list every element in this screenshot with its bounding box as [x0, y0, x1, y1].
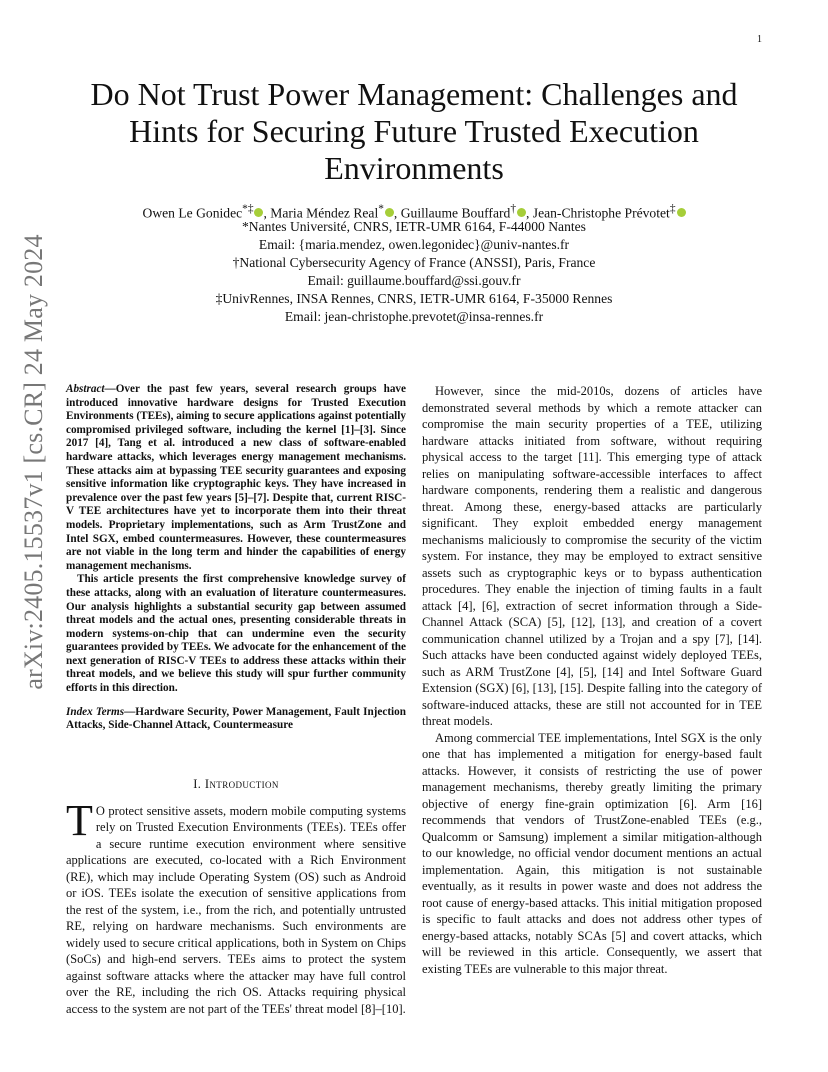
author-name: Guillaume Bouffard [400, 205, 511, 221]
intro-paragraph-2: However, since the mid-2010s, dozens of articles have demonstrated several methods by which a remote attacker can compromise the main security properties of a TEE, utilizing hardware attacks initiated from software, without requiring physical access to the target [11]. This emerging type of attack relies on manipulating software-accessible interfaces to affect hardware components, rendering them a realistic and dangerous threat. Among these, energy-based attacks are particularly significant. They exploit embedded energy management mechanisms maliciously to compromise the security of the victim system. For instance, they may be employed to extract sensitive assets such as cryptographic keys or to bypass authentication procedures. They enable the injection of timing faults in a fault attack [4], [6], extraction of secret information through a Side-Channel Attack (SCA) [5], [12], [13], and creation of a covert communication channel utilized by a Trojan and a spy [7], [14]. Such attacks have been conducted against widely deployed TEEs, such as ARM TrustZone [4], [5], [14] and Intel Software Guard Extension (SGX) [6], [13], [15]. Despite falling into the category of software-induced attacks, these are still not accounted for in TEE threat models. [422, 384, 762, 728]
right-column [422, 383, 762, 977]
introduction-text-continued [422, 383, 762, 977]
index-terms-label: Index Terms [66, 705, 125, 718]
arxiv-stamp-text: arXiv:2405.15537v1 [cs.CR] 24 May 2024 [19, 234, 48, 690]
introduction-text [66, 795, 406, 1018]
paper-title: Do Not Trust Power Management: Challenges and Hints for Securing Future Trusted Execution Environments [90, 76, 738, 186]
email-line: Email: jean-christophe.prevotet@insa-rennes.fr [284, 309, 544, 324]
intro-paragraph-3: Among commercial TEE implementations, Intel SGX is the only one that has implemented a mitigation for energy-based fault attacks. However, it consists of restricting the use of power management mechanisms, thereby greatly limiting the primary objective of energy fine-grain optimization [6]. Arm [16] recommends that vendors of TrustZone-enabled TEEs (e.g., Qualcomm or Samsung) implement a similar mitigation-although to our knowledge, no official vendor document mentions an actual implementation. Again, this mitigation is not sustainable eventually, as it results in power waste and does not address the root cause of energy-based attacks. This initial mitigation proposed is specific to fault attacks and does not address other types of energy-based attacks, notably SCAs [5] and covert attacks, which will be reviewed in this article. Consequently, we assert that existing TEEs are vulnerable to this major threat. [422, 730, 762, 976]
abstract-label: Abstract [66, 383, 105, 395]
abstract-paragraph: Over the past few years, several research groups have introduced innovative hardware designs for Trusted Execution Environments (TEEs), aiming to secure applications against potentially compromised privileged software, including the kernel [1]–[3]. Since 2017 [4], Tang et al. introduced a new class of software-enabled hardware attacks, which leverages energy management mechanisms. These attacks aim at bypassing TEE security guarantees and exposing sensitive information like cryptographic keys. They have increased in prevalence over the past few years [5]–[7]. Despite that, current RISC-V TEE architectures have yet to incorporate them into their threat models. Proprietary implementations, such as Arm TrustZone and Intel SGX, embed countermeasures. However, these countermeasures are not viable in the long term and hinder the capabilities of energy management mechanisms. [66, 383, 406, 572]
intro-paragraph-1: O protect sensitive assets, modern mobile computing systems rely on Trusted Execution Environments (TEEs). TEEs offer a secure runtime execution environment where sensitive applications are executed, co-located with a Rich Environment (RE), which may include Operating System (OS) such as Android or iOS. TEEs isolate the execution of sensitive applications from the rest of the system, i.e., from the rich, and potentially untrusted RE, relying on hardware mechanisms. Such environments are widely used to secure critical applications, both in System on Chips (SoCs) and high-end servers. TEEs aims to protect the system against software attacks where the attacker may have full control over the RE, including the rich OS. Attacks requiring physical access to the system are not part of the TEEs' threat model [8]–[10]. [66, 803, 406, 1016]
page-number: 1 [757, 34, 762, 45]
email-line: Email: {maria.mendez, owen.legonidec}@univ-nantes.fr [258, 237, 570, 252]
drop-cap: T [66, 795, 93, 845]
abstract: Abstract—Over the past few years, several research groups have introduced innovative hardware designs for Trusted Execution Environments (TEEs), aiming to secure applications against potentially compromised privileged software, including the kernel [1]–[3]. Since 2017 [4], Tang et al. introduced a new class of software-enabled hardware attacks, which leverages energy management mechanisms. These attacks aim at bypassing TEE security guarantees and exposing sensitive information like cryptographic keys. They have increased in prevalence over the past few years [5]–[7]. Despite that, current RISC-V TEE architectures have yet to incorporate them into their threat models. Proprietary implementations, such as Arm TrustZone and Intel SGX, embed countermeasures. However, these countermeasures are not viable in the long term and hinder the capabilities of energy management mechanisms. This article presents the first comprehensive knowledge survey of these attacks, along with an evaluation of literature countermeasures. Our analysis highlights a substantial security gap between assumed threat models and the actual ones, presenting considerable threats in modern systems-on-chip that can undermine even the security guarantees provided by TEEs. We advocate for the enhancement of the next generation of RISC-V TEEs to address these attacks within their threat models, and we believe this study will spur further community efforts in this direction. [66, 383, 406, 695]
orcid-icon[interactable] [517, 208, 526, 217]
index-terms: Index Terms—Hardware Security, Power Management, Fault Injection Attacks, Side-Channel Attack, Countermeasure [66, 705, 406, 732]
section-number: I. [193, 776, 202, 791]
author-marks: ‡ [669, 203, 676, 215]
author-marks: *‡ [242, 203, 254, 215]
index-terms-text: Hardware Security, Power Management, Fault Injection Attacks, Side-Channel Attack, Countermeasure [66, 705, 406, 732]
orcid-icon[interactable] [385, 208, 394, 217]
affiliation-line: ‡UnivRennes, INSA Rennes, CNRS, IETR-UMR 6164, F-35000 Rennes [215, 291, 613, 306]
author-name: Owen Le Gonidec [142, 205, 243, 221]
author-marks: * [378, 203, 384, 215]
author-list: Owen Le Gonidec*‡ , Maria Méndez Real* , Guillaume Bouffard† , Jean-Christophe Prévotet‡ [60, 200, 768, 223]
section-heading [66, 777, 406, 792]
author-marks: † [510, 203, 516, 215]
section-title: Introduction [204, 776, 279, 791]
orcid-icon[interactable] [677, 208, 686, 217]
affiliation-line: †National Cybersecurity Agency of France (ANSSI), Paris, France [232, 255, 596, 270]
abstract-paragraph: This article presents the first comprehensive knowledge survey of these attacks, along with an evaluation of literature countermeasures. Our analysis highlights a substantial security gap between assumed threat models and the actual ones, presenting considerable threats in modern systems-on-chip that can undermine even the security guarantees provided by TEEs. We advocate for the enhancement of the next generation of RISC-V TEEs to address these attacks within their threat models, and we believe this study will spur further community efforts in this direction. [66, 573, 406, 695]
left-column [66, 383, 406, 1017]
email-line: Email: guillaume.bouffard@ssi.gouv.fr [307, 273, 521, 288]
orcid-icon[interactable] [254, 208, 263, 217]
author-name: Jean-Christophe Prévotet [532, 205, 670, 221]
affiliation-line: *Nantes Université, CNRS, IETR-UMR 6164, F-44000 Nantes [242, 219, 586, 234]
author-name: Maria Méndez Real [270, 205, 379, 221]
